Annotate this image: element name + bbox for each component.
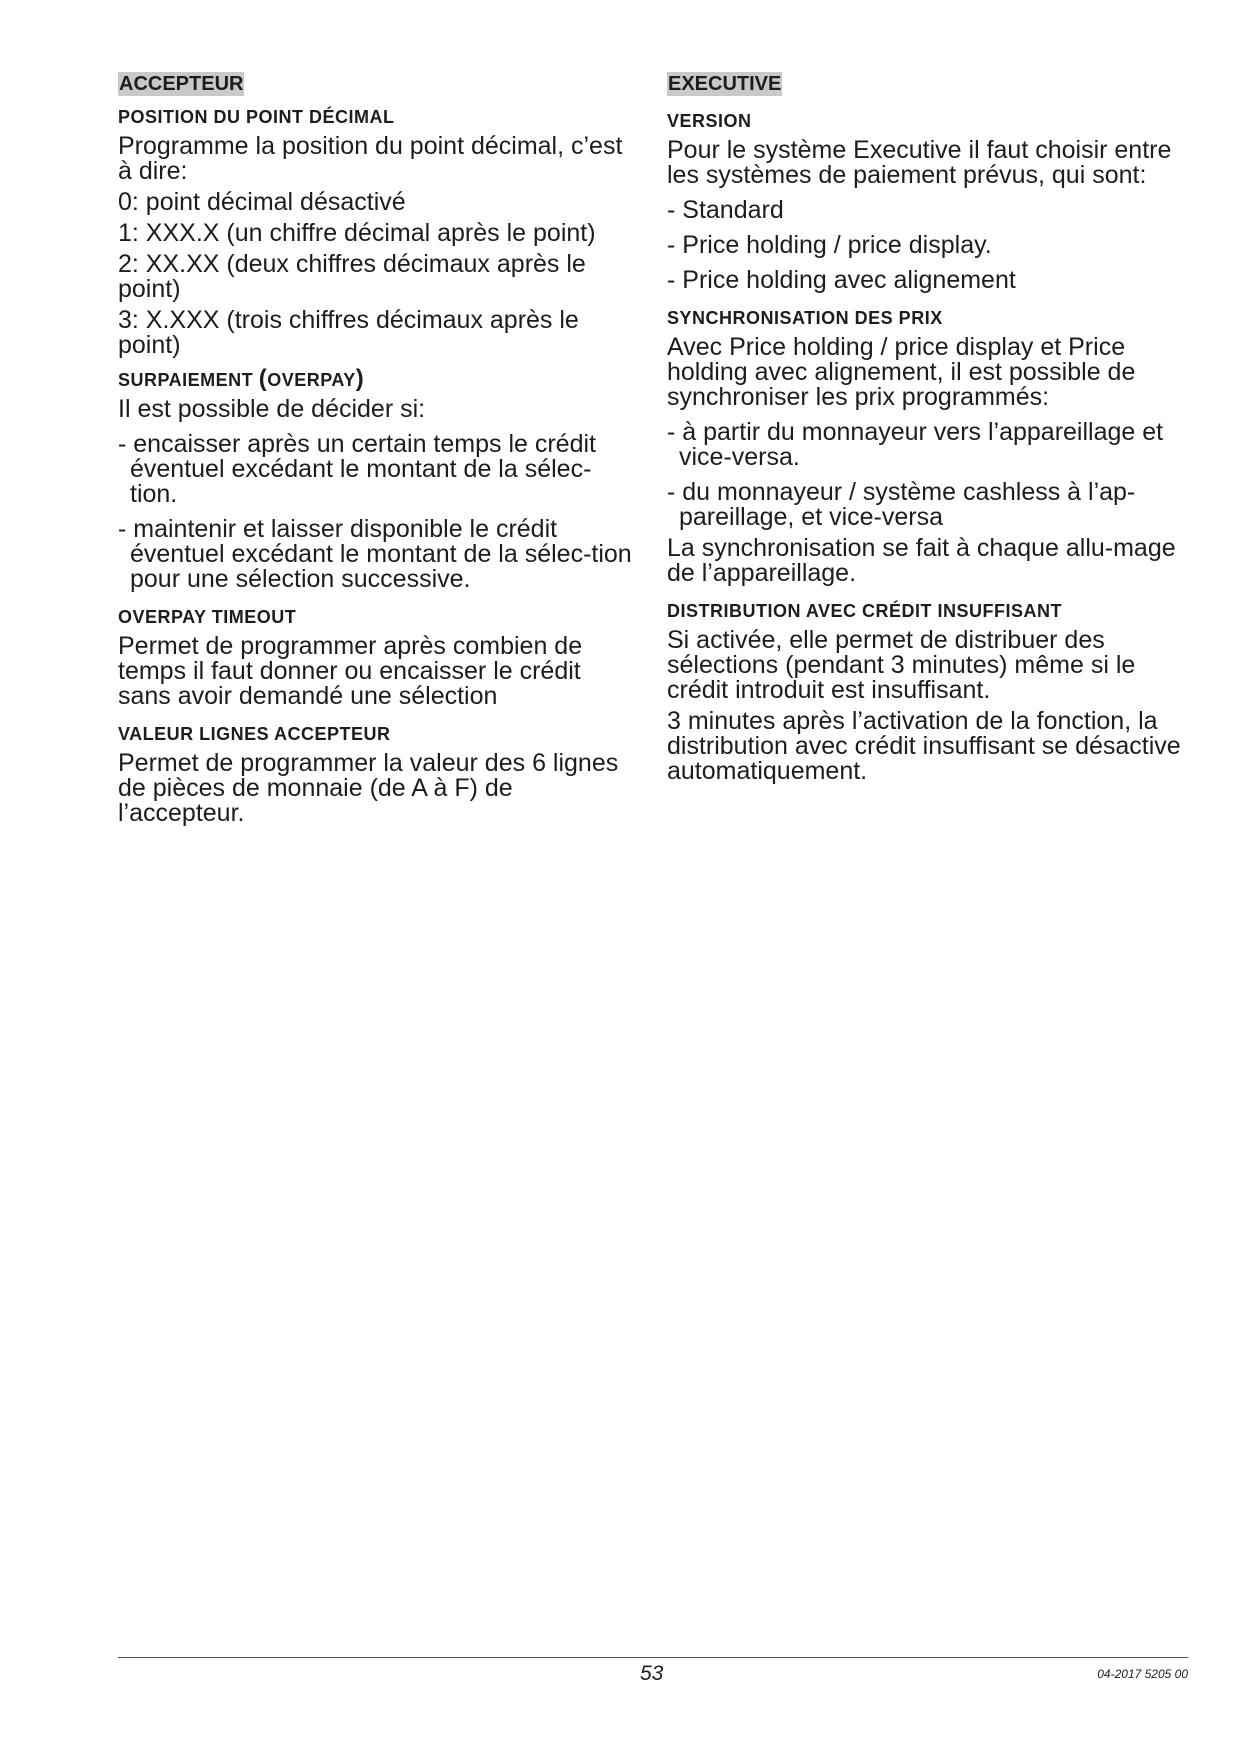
price-sync-text-2: La synchronisation se fait à chaque allu-mage de l’appareillage. <box>667 534 1176 587</box>
price-sync-option: - à partir du monnayeur vers l’appareillage et vice-versa. <box>667 418 1164 471</box>
right-column <box>667 72 1199 784</box>
accepteur-lines-text: Permet de programmer la valeur des 6 lignes de pièces de monnaie (de A à F) de l’accepteur. <box>118 749 619 827</box>
decimal-option: 0: point décimal désactivé <box>118 188 406 216</box>
document-code: 04-2017 5205 00 <box>1097 1667 1188 1681</box>
footer-rule <box>118 1657 1188 1658</box>
section-title-accepteur: ACCEPTEUR <box>119 73 244 95</box>
heading-version: VERSION <box>667 111 752 131</box>
insufficient-credit-text: Si activée, elle permet de distribuer des sélections (pendant 3 minutes) même si le crédit introduit est insuffisant. <box>667 626 1136 704</box>
version-option: - Price holding avec alignement <box>667 266 1016 294</box>
insufficient-credit-text-2: 3 minutes après l’activation de la fonction, la distribution avec crédit insuffisant se désactive automatiquement. <box>667 707 1181 785</box>
heading-decimal-point: POSITION DU POINT DÉCIMAL <box>118 107 395 127</box>
heading-insufficient-credit: DISTRIBUTION AVEC CRÉDIT INSUFFISANT <box>667 601 1062 621</box>
heading-overpay <box>118 365 638 392</box>
decimal-option: 3: X.XXX (trois chiffres décimaux après le point) <box>118 306 579 359</box>
price-sync-option: - du monnayeur / système cashless à l’ap-pareillage, et vice-versa <box>667 478 1136 531</box>
page-number: 53 <box>640 1662 664 1685</box>
decimal-option: 2: XX.XX (deux chiffres décimaux après le point) <box>118 250 586 303</box>
overpay-option: - encaisser après un certain temps le crédit éventuel excédant le montant de la sélec-tion. <box>118 430 596 508</box>
section-title-executive: EXECUTIVE <box>668 73 782 95</box>
heading-overpay-close-paren: ) <box>355 365 365 392</box>
overpay-option: - maintenir et laisser disponible le crédit éventuel excédant le montant de la sélec-tion pour une sélection successive. <box>118 515 632 593</box>
version-option: - Standard <box>667 196 784 224</box>
decimal-intro: Programme la position du point décimal, c’est à dire: <box>118 132 623 185</box>
left-column <box>118 72 638 826</box>
overpay-timeout-text: Permet de programmer après combien de temps il faut donner ou encaisser le crédit sans avoir demandé une sélection <box>118 632 583 710</box>
heading-overpay-inner: OVERPAY <box>267 370 356 390</box>
version-option: - Price holding / price display. <box>667 231 992 259</box>
version-text: Pour le système Executive il faut choisir entre les systèmes de paiement prévus, qui sont: <box>667 136 1172 189</box>
heading-overpay-timeout: OVERPAY TIMEOUT <box>118 607 297 627</box>
decimal-option: 1: XXX.X (un chiffre décimal après le point) <box>118 219 596 247</box>
overpay-intro: Il est possible de décider si: <box>118 395 426 423</box>
heading-price-sync: SYNCHRONISATION DES PRIX <box>667 308 943 328</box>
heading-overpay-main: SURPAIEMENT <box>118 370 259 390</box>
heading-overpay-open-paren: ( <box>258 365 268 392</box>
price-sync-text: Avec Price holding / price display et Price holding avec alignement, il est possible de synchroniser les prix programmés: <box>667 333 1136 411</box>
heading-accepteur-lines: VALEUR LIGNES ACCEPTEUR <box>118 724 391 744</box>
